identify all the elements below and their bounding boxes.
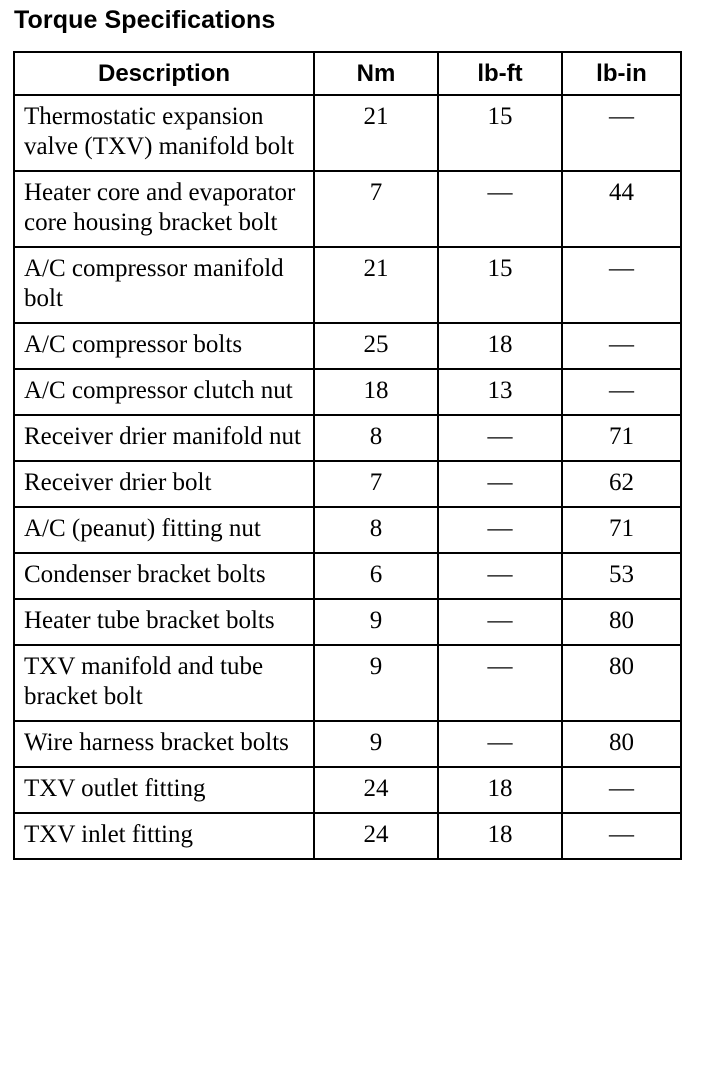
nm-cell: 25 (314, 323, 438, 369)
lb-ft-cell: 18 (438, 813, 562, 859)
lb-ft-cell: 15 (438, 247, 562, 323)
description-cell: TXV manifold and tube bracket bolt (14, 645, 314, 721)
table-row (14, 247, 681, 323)
lb-ft-cell: — (438, 645, 562, 721)
lb-in-cell: — (562, 813, 681, 859)
table-row (14, 767, 681, 813)
lb-ft-cell: — (438, 721, 562, 767)
lb-in-cell: 80 (562, 721, 681, 767)
lb-ft-cell: — (438, 171, 562, 247)
description-cell: Heater core and evaporator core housing bracket bolt (14, 171, 314, 247)
column-header-lb-ft: lb-ft (438, 52, 562, 95)
lb-ft-cell: 15 (438, 95, 562, 171)
column-header-description: Description (14, 52, 314, 95)
lb-ft-cell: — (438, 415, 562, 461)
nm-cell: 18 (314, 369, 438, 415)
nm-cell: 9 (314, 645, 438, 721)
lb-ft-cell: — (438, 507, 562, 553)
nm-cell: 24 (314, 813, 438, 859)
description-cell: Wire harness bracket bolts (14, 721, 314, 767)
nm-cell: 9 (314, 599, 438, 645)
table-row (14, 721, 681, 767)
nm-cell: 7 (314, 461, 438, 507)
page-title: Torque Specifications (14, 6, 276, 34)
table-row (14, 415, 681, 461)
nm-cell: 21 (314, 95, 438, 171)
table-row (14, 507, 681, 553)
lb-in-cell: 53 (562, 553, 681, 599)
description-cell: Thermostatic expansion valve (TXV) manifold bolt (14, 95, 314, 171)
table-row (14, 95, 681, 171)
nm-cell: 9 (314, 721, 438, 767)
description-cell: Heater tube bracket bolts (14, 599, 314, 645)
lb-in-cell: — (562, 767, 681, 813)
lb-in-cell: — (562, 95, 681, 171)
lb-in-cell: — (562, 369, 681, 415)
description-cell: Receiver drier manifold nut (14, 415, 314, 461)
lb-in-cell: 80 (562, 645, 681, 721)
nm-cell: 7 (314, 171, 438, 247)
description-cell: A/C compressor manifold bolt (14, 247, 314, 323)
table-header-row (14, 52, 681, 95)
nm-cell: 24 (314, 767, 438, 813)
lb-ft-cell: 13 (438, 369, 562, 415)
table-row (14, 171, 681, 247)
description-cell: TXV inlet fitting (14, 813, 314, 859)
description-cell: TXV outlet fitting (14, 767, 314, 813)
lb-in-cell: 62 (562, 461, 681, 507)
description-cell: A/C compressor bolts (14, 323, 314, 369)
lb-ft-cell: 18 (438, 767, 562, 813)
nm-cell: 6 (314, 553, 438, 599)
lb-in-cell: 71 (562, 415, 681, 461)
nm-cell: 21 (314, 247, 438, 323)
nm-cell: 8 (314, 415, 438, 461)
table-row (14, 599, 681, 645)
nm-cell: 8 (314, 507, 438, 553)
table-row (14, 369, 681, 415)
lb-in-cell: 80 (562, 599, 681, 645)
table-row (14, 553, 681, 599)
lb-in-cell: 44 (562, 171, 681, 247)
torque-spec-table (13, 51, 682, 860)
lb-in-cell: — (562, 247, 681, 323)
lb-ft-cell: — (438, 553, 562, 599)
table-row (14, 323, 681, 369)
table-row (14, 645, 681, 721)
column-header-lb-in: lb-in (562, 52, 681, 95)
lb-ft-cell: 18 (438, 323, 562, 369)
table-row (14, 461, 681, 507)
description-cell: Condenser bracket bolts (14, 553, 314, 599)
description-cell: A/C (peanut) fitting nut (14, 507, 314, 553)
lb-ft-cell: — (438, 461, 562, 507)
description-cell: A/C compressor clutch nut (14, 369, 314, 415)
lb-in-cell: — (562, 323, 681, 369)
table-row (14, 813, 681, 859)
description-cell: Receiver drier bolt (14, 461, 314, 507)
column-header-nm: Nm (314, 52, 438, 95)
lb-in-cell: 71 (562, 507, 681, 553)
lb-ft-cell: — (438, 599, 562, 645)
